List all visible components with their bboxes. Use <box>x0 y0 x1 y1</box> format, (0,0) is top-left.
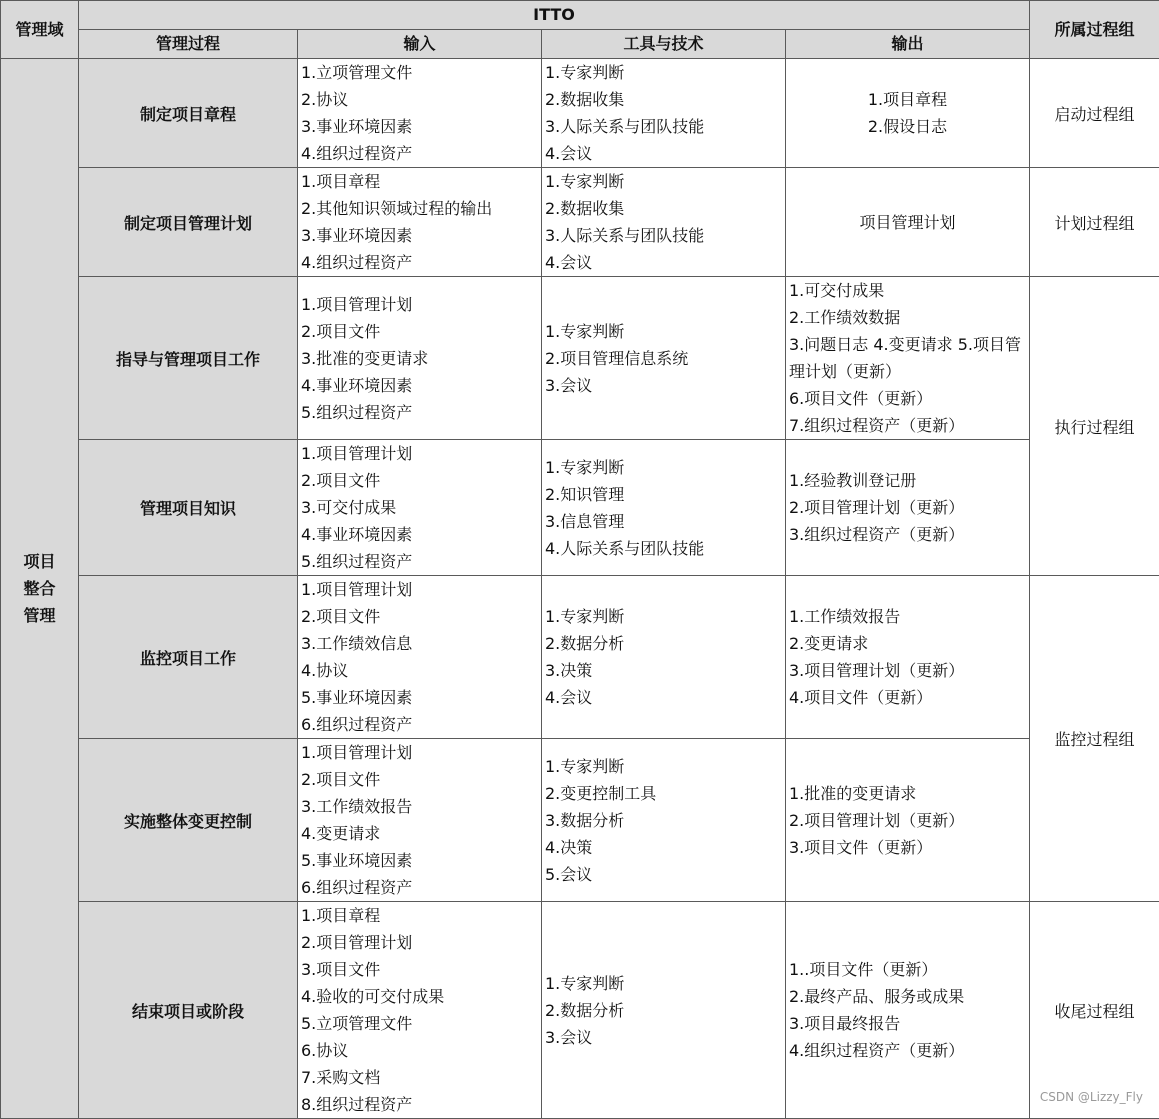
table-row <box>1 902 1159 1119</box>
list-item: 1..项目文件（更新） <box>789 956 1026 983</box>
list-item: 2.数据收集 <box>545 86 782 113</box>
list-item: 2.项目文件 <box>301 766 538 793</box>
list-item: 2.项目管理计划 <box>301 929 538 956</box>
list-item: 4.会议 <box>545 249 782 276</box>
domain-label-line: 整合 <box>4 575 75 602</box>
tools-cell <box>542 168 786 277</box>
list-item: 2.变更控制工具 <box>545 780 782 807</box>
inputs-cell <box>298 59 542 168</box>
list-item: 1.立项管理文件 <box>301 59 538 86</box>
list-item: 4.决策 <box>545 834 782 861</box>
list-item: 1.专家判断 <box>545 454 782 481</box>
list-item: 5.会议 <box>545 861 782 888</box>
outputs-cell <box>786 277 1030 440</box>
table-row <box>1 739 1159 902</box>
list-item: 3.可交付成果 <box>301 494 538 521</box>
inputs-cell <box>298 576 542 739</box>
tools-cell <box>542 277 786 440</box>
list-item: 6.协议 <box>301 1037 538 1064</box>
list-item: 8.组织过程资产 <box>301 1091 538 1118</box>
inputs-cell <box>298 739 542 902</box>
list-item: 3.事业环境因素 <box>301 222 538 249</box>
list-item: 6.组织过程资产 <box>301 711 538 738</box>
list-item: 1.项目管理计划 <box>301 440 538 467</box>
list-item: 2.假设日志 <box>789 113 1026 140</box>
table-row <box>1 277 1159 440</box>
list-item: 3.决策 <box>545 657 782 684</box>
list-item: 7.采购文档 <box>301 1064 538 1091</box>
list-item: 2.工作绩效数据 <box>789 304 1026 331</box>
group-cell: 监控过程组 <box>1030 576 1159 902</box>
list-item: 4.项目文件（更新） <box>789 684 1026 711</box>
list-item: 4.会议 <box>545 684 782 711</box>
group-cell: 收尾过程组 <box>1030 902 1159 1119</box>
list-item: 3.问题日志 4.变更请求 5.项目管理计划（更新） <box>789 331 1026 385</box>
list-item: 2.协议 <box>301 86 538 113</box>
list-item: 1.专家判断 <box>545 168 782 195</box>
list-item: 3.项目最终报告 <box>789 1010 1026 1037</box>
process-name: 制定项目管理计划 <box>79 168 298 277</box>
domain-label-line: 管理 <box>4 602 75 629</box>
header-process: 管理过程 <box>79 30 298 59</box>
process-name: 监控项目工作 <box>79 576 298 739</box>
process-name: 实施整体变更控制 <box>79 739 298 902</box>
list-item: 7.组织过程资产（更新） <box>789 412 1026 439</box>
header-input: 输入 <box>298 30 542 59</box>
list-item: 3.人际关系与团队技能 <box>545 222 782 249</box>
list-item: 3.数据分析 <box>545 807 782 834</box>
list-item: 5.组织过程资产 <box>301 399 538 426</box>
list-item: 4.人际关系与团队技能 <box>545 535 782 562</box>
list-item: 1.专家判断 <box>545 59 782 86</box>
list-item: 2.项目管理信息系统 <box>545 345 782 372</box>
header-group: 所属过程组 <box>1030 1 1159 59</box>
list-item: 3.项目文件 <box>301 956 538 983</box>
domain-cell <box>1 59 79 1119</box>
list-item: 1.项目章程 <box>789 86 1026 113</box>
list-item: 3.会议 <box>545 372 782 399</box>
list-item: 2.最终产品、服务或成果 <box>789 983 1026 1010</box>
inputs-cell <box>298 902 542 1119</box>
list-item: 3.会议 <box>545 1024 782 1051</box>
list-item: 3.人际关系与团队技能 <box>545 113 782 140</box>
list-item: 4.组织过程资产（更新） <box>789 1037 1026 1064</box>
list-item: 4.协议 <box>301 657 538 684</box>
list-item: 2.项目管理计划（更新） <box>789 494 1026 521</box>
list-item: 1.专家判断 <box>545 318 782 345</box>
watermark: CSDN @Lizzy_Fly <box>1040 1090 1143 1104</box>
list-item: 2.数据分析 <box>545 630 782 657</box>
group-cell: 执行过程组 <box>1030 277 1159 576</box>
list-item: 5.事业环境因素 <box>301 684 538 711</box>
process-name: 制定项目章程 <box>79 59 298 168</box>
domain-label-line: 项目 <box>4 548 75 575</box>
process-name: 结束项目或阶段 <box>79 902 298 1119</box>
outputs-cell <box>786 576 1030 739</box>
list-item: 3.组织过程资产（更新） <box>789 521 1026 548</box>
table-row <box>1 168 1159 277</box>
list-item: 6.项目文件（更新） <box>789 385 1026 412</box>
list-item: 4.会议 <box>545 140 782 167</box>
header-domain: 管理域 <box>1 1 79 59</box>
group-cell: 启动过程组 <box>1030 59 1159 168</box>
list-item: 3.工作绩效报告 <box>301 793 538 820</box>
list-item: 2.项目文件 <box>301 603 538 630</box>
list-item: 4.组织过程资产 <box>301 140 538 167</box>
list-item: 1.项目管理计划 <box>301 739 538 766</box>
list-item: 1.项目管理计划 <box>301 576 538 603</box>
inputs-cell <box>298 277 542 440</box>
list-item: 1.工作绩效报告 <box>789 603 1026 630</box>
header-row-sub <box>1 30 1159 59</box>
list-item: 5.组织过程资产 <box>301 548 538 575</box>
list-item: 4.事业环境因素 <box>301 521 538 548</box>
tools-cell <box>542 59 786 168</box>
list-item: 5.事业环境因素 <box>301 847 538 874</box>
process-name: 指导与管理项目工作 <box>79 277 298 440</box>
list-item: 项目管理计划 <box>789 209 1026 236</box>
list-item: 6.组织过程资产 <box>301 874 538 901</box>
table-row <box>1 576 1159 739</box>
list-item: 2.数据收集 <box>545 195 782 222</box>
list-item: 1.项目章程 <box>301 168 538 195</box>
list-item: 3.项目文件（更新） <box>789 834 1026 861</box>
group-cell: 计划过程组 <box>1030 168 1159 277</box>
list-item: 1.专家判断 <box>545 753 782 780</box>
inputs-cell <box>298 440 542 576</box>
outputs-cell <box>786 440 1030 576</box>
list-item: 3.信息管理 <box>545 508 782 535</box>
tools-cell <box>542 440 786 576</box>
tools-cell <box>542 576 786 739</box>
list-item: 5.立项管理文件 <box>301 1010 538 1037</box>
header-itto: ITTO <box>79 1 1030 30</box>
tools-cell <box>542 739 786 902</box>
table-row <box>1 59 1159 168</box>
table-row <box>1 440 1159 576</box>
outputs-cell <box>786 902 1030 1119</box>
tools-cell <box>542 902 786 1119</box>
outputs-cell <box>786 739 1030 902</box>
list-item: 1.可交付成果 <box>789 277 1026 304</box>
list-item: 1.专家判断 <box>545 603 782 630</box>
list-item: 1.专家判断 <box>545 970 782 997</box>
list-item: 3.工作绩效信息 <box>301 630 538 657</box>
outputs-cell <box>786 168 1030 277</box>
list-item: 2.变更请求 <box>789 630 1026 657</box>
list-item: 1.项目章程 <box>301 902 538 929</box>
list-item: 2.项目文件 <box>301 467 538 494</box>
outputs-cell <box>786 59 1030 168</box>
header-row-top <box>1 1 1159 30</box>
list-item: 3.事业环境因素 <box>301 113 538 140</box>
list-item: 2.项目文件 <box>301 318 538 345</box>
list-item: 1.项目管理计划 <box>301 291 538 318</box>
list-item: 2.项目管理计划（更新） <box>789 807 1026 834</box>
list-item: 3.项目管理计划（更新） <box>789 657 1026 684</box>
header-output: 输出 <box>786 30 1030 59</box>
process-name: 管理项目知识 <box>79 440 298 576</box>
list-item: 2.其他知识领域过程的输出 <box>301 195 538 222</box>
list-item: 1.经验教训登记册 <box>789 467 1026 494</box>
list-item: 4.组织过程资产 <box>301 249 538 276</box>
list-item: 4.事业环境因素 <box>301 372 538 399</box>
list-item: 1.批准的变更请求 <box>789 780 1026 807</box>
header-tools: 工具与技术 <box>542 30 786 59</box>
list-item: 4.变更请求 <box>301 820 538 847</box>
list-item: 2.知识管理 <box>545 481 782 508</box>
list-item: 4.验收的可交付成果 <box>301 983 538 1010</box>
list-item: 2.数据分析 <box>545 997 782 1024</box>
inputs-cell <box>298 168 542 277</box>
list-item: 3.批准的变更请求 <box>301 345 538 372</box>
